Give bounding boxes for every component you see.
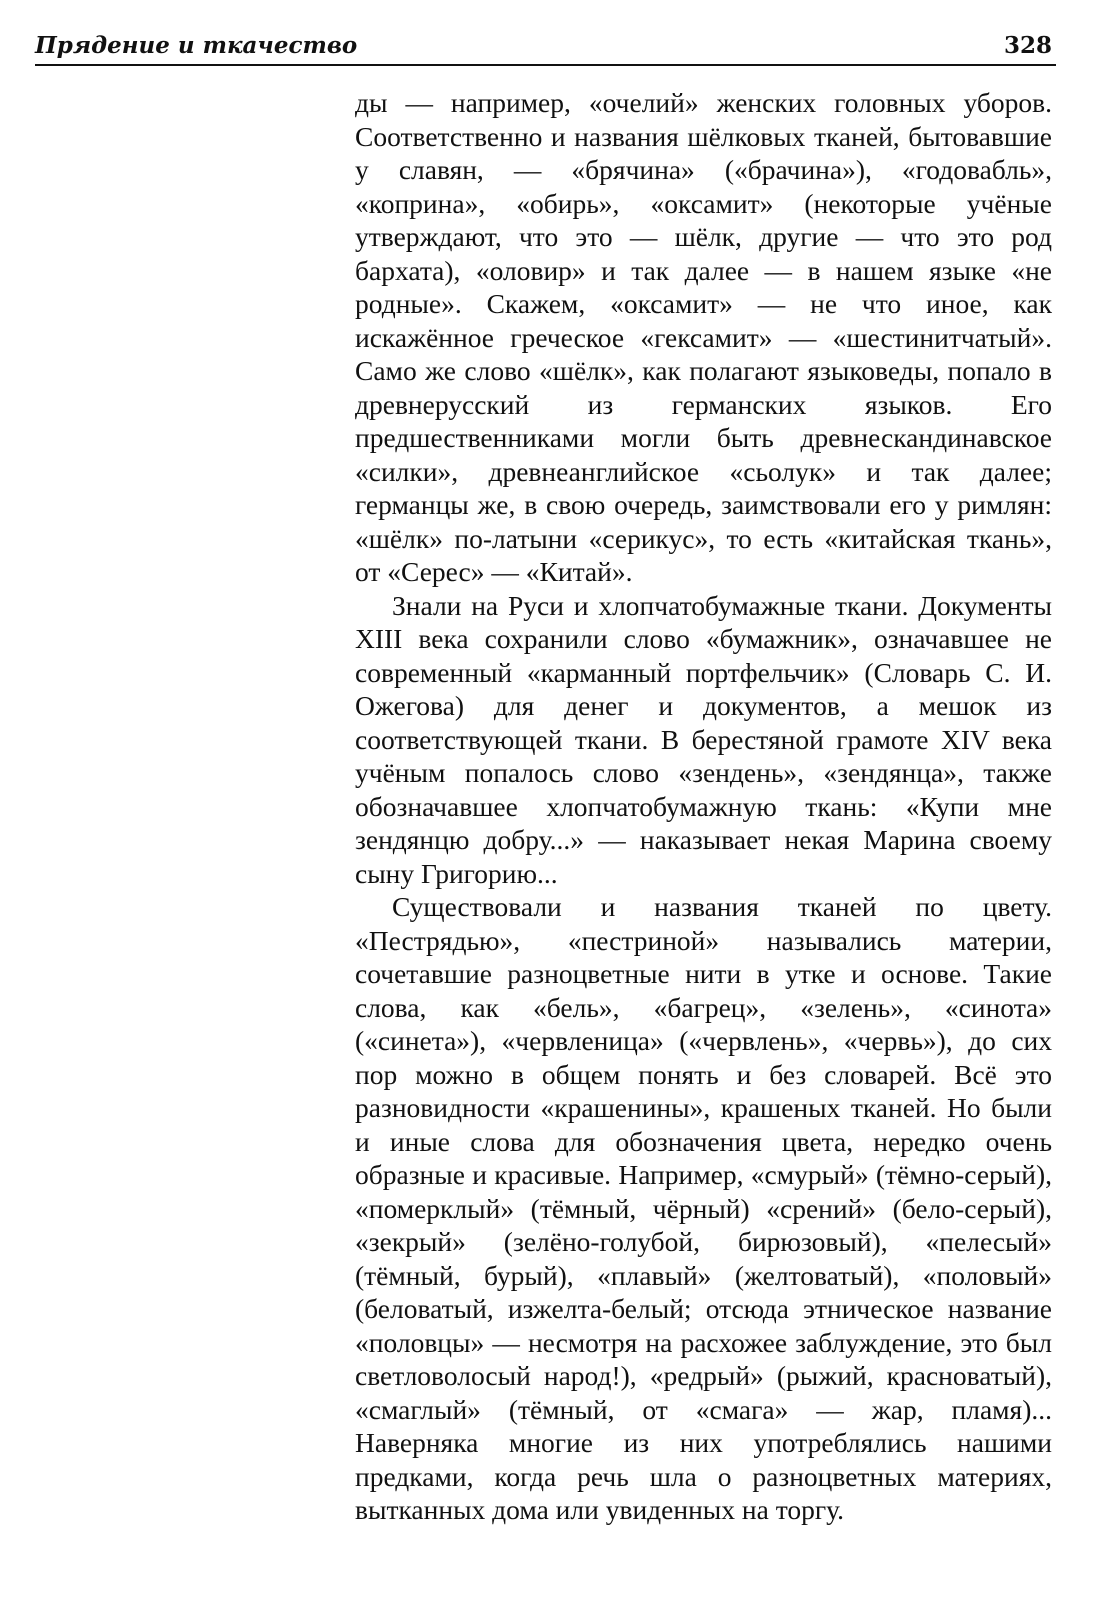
running-head <box>35 28 1056 66</box>
page-number: 328 <box>1003 32 1052 59</box>
paragraph-1: ды — например, «очелий» женских головных уборов. Соответственно и названия шёлковых тканей, бытовавшие у славян, — «брячина» («брачина»), «годовабль», «коприна», «обирь», «оксамит» (некоторые учёные утверждают, что это — шёлк, другие — что это род бархата), «оловир» и так далее — в нашем языке «не родные». Скажем, «оксамит» — не что иное, как искажённое греческое «гексамит» — «шестинитчатый». Само же слово «шёлк», как полагают языковеды, попало в древнерусский из германских языков. Его предшественниками могли быть древнескандинавское «силки», древнеанглийское «сьолук» и так далее; германцы же, в свою очередь, заимствовали его у римлян: «шёлк» по-латыни «серикус», то есть «китайская ткань», от «Серес» — «Китай». <box>355 87 1052 587</box>
paragraph-2: Знали на Руси и хлопчатобумажные ткани. Документы XIII века сохранили слово «бумажник», означавшее не современный «карманный портфельчик» (Словарь С. И. Ожегова) для денег и документов, а мешок из соответствующей ткани. В берестяной грамоте XIV века учёным попалось слово «зендень», «зендянца», также обозначавшее хлопчатобумажную ткань: «Купи мне зендянцю добру...» — наказывает некая Марина своему сыну Григорию... <box>355 589 1052 889</box>
running-title: Прядение и ткачество <box>35 32 358 59</box>
paragraph-3: Существовали и названия тканей по цвету. «Пестрядью», «пестриной» назывались материи, сочетавшие разноцветные нити в утке и основе. Такие слова, как «бель», «багрец», «зелень», «синота» («синета»), «червленица» («червлень», «червь»), до сих пор можно в общем понять и без словарей. Всё это разновидности «крашенины», крашеных тканей. Но были и иные слова для обозначения цвета, нередко очень образные и красивые. Например, «смурый» (тёмно-серый), «померклый» (тёмный, чёрный) «срений» (бело-серый), «зекрый» (зелёно-голубой, бирюзовый), «пелесый» (тёмный, бурый), «плавый» (желтоватый), «половый» (беловатый, изжелта-белый; отсюда этническое название «половцы» — несмотря на расхожее заблуждение, это был светловолосый народ!), «редрый» (рыжий, красноватый), «смаглый» (тёмный, от «смага» — жар, пламя)... Наверняка многие из них употреблялись нашими предками, когда речь шла о разноцветных материях, вытканных дома или увиденных на торгу. <box>355 891 1052 1525</box>
body-text <box>355 86 1052 1527</box>
